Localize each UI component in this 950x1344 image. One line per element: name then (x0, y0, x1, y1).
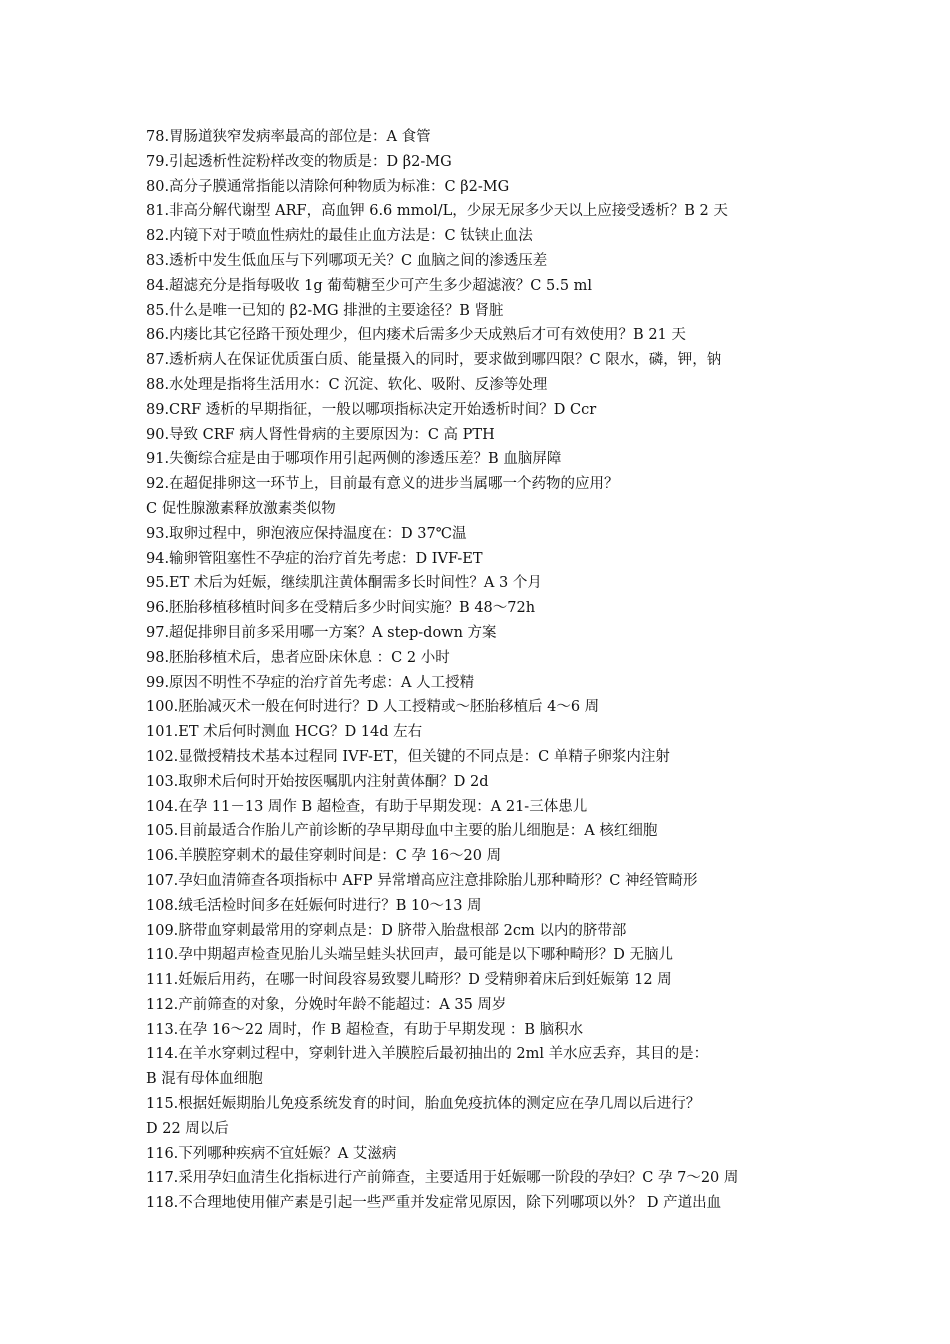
question-line: 117.采用孕妇血清生化指标进行产前筛查，主要适用于妊娠哪一阶段的孕妇？C 孕 7～20 周 (146, 1170, 739, 1187)
question-line: 80.高分子膜通常指能以清除何种物质为标准：C β2-MG (146, 178, 510, 195)
question-line: 106.羊膜腔穿刺术的最佳穿刺时间是：C 孕 16～20 周 (146, 848, 502, 865)
question-line: 110.孕中期超声检查见胎儿头端呈蛙头状回声，最可能是以下哪种畸形？D 无脑儿 (146, 947, 674, 964)
question-line: 105.目前最适合作胎儿产前诊断的孕早期母血中主要的胎儿细胞是：A 核红细胞 (146, 823, 658, 840)
answer-continuation-line: B 混有母体血细胞 (146, 1071, 263, 1088)
question-line: 112.产前筛查的对象，分娩时年龄不能超过：A 35 周岁 (146, 996, 507, 1013)
question-line: 111.妊娠后用药，在哪一时间段容易致婴儿畸形？D 受精卵着床后到妊娠第 12 周 (146, 972, 672, 989)
question-line: 104.在孕 11－13 周作 B 超检查，有助于早期发现：A 21-三体患儿 (146, 798, 588, 815)
question-line: 93.取卵过程中，卵泡液应保持温度在：D 37℃温 (146, 525, 467, 542)
question-line: 102.显微授精技术基本过程同 IVF-ET，但关键的不同点是：C 单精子卵浆内注射 (146, 748, 670, 765)
question-line: 88.水处理是指将生活用水：C 沉淀、软化、吸附、反渗等处理 (146, 376, 548, 393)
question-line: 86.内瘘比其它径路干预处理少，但内瘘术后需多少天成熟后才可有效使用？B 21 天 (146, 327, 686, 344)
question-line: 81.非高分解代谢型 ARF，高血钾 6.6 mmol/L，少尿无尿多少天以上应接受透析？B 2 天 (146, 203, 728, 220)
answer-continuation-line: C 促性腺激素释放激素类似物 (146, 500, 336, 517)
question-line: 79.引起透析性淀粉样改变的物质是：D β2-MG (146, 153, 452, 170)
question-line: 113.在孕 16～22 周时，作 B 超检查，有助于早期发现 ：B 脑积水 (146, 1021, 584, 1038)
question-line: 114.在羊水穿刺过程中，穿刺针进入羊膜腔后最初抽出的 2ml 羊水应丢弃，其目的是： (146, 1046, 709, 1063)
question-line: 78.胃肠道狭窄发病率最高的部位是：A 食管 (146, 129, 431, 145)
question-line: 97.超促排卵目前多采用哪一方案？A step-down 方案 (146, 624, 497, 641)
question-line: 115.根据妊娠期胎儿免疫系统发育的时间，胎血免疫抗体的测定应在孕几周以后进行？ (146, 1096, 701, 1113)
question-line: 99.原因不明性不孕症的治疗首先考虑：A 人工授精 (146, 674, 475, 691)
question-line: 83.透析中发生低血压与下列哪项无关？C 血脑之间的渗透压差 (146, 252, 548, 269)
question-line: 94.输卵管阻塞性不孕症的治疗首先考虑：D IVF-ET (146, 550, 483, 567)
question-line: 103.取卵术后何时开始按医嘱肌内注射黄体酮？D 2d (146, 773, 489, 790)
question-line: 84.超滤充分是指每吸收 1g 葡萄糖至少可产生多少超滤液？C 5.5 ml (146, 277, 593, 294)
question-line: 101.ET 术后何时测血 HCG？D 14d 左右 (146, 724, 423, 741)
question-line: 109.脐带血穿刺最常用的穿刺点是：D 脐带入胎盘根部 2cm 以内的脐带部 (146, 922, 627, 939)
question-list (146, 125, 816, 1216)
question-line: 100.胚胎减灭术一般在何时进行？D 人工授精或～胚胎移植后 4～6 周 (146, 699, 600, 716)
question-line: 96.胚胎移植移植时间多在受精后多少时间实施？B 48～72h (146, 600, 536, 617)
answer-continuation-line: D 22 周以后 (146, 1120, 229, 1137)
question-line: 90.导致 CRF 病人肾性骨病的主要原因为：C 高 PTH (146, 426, 495, 443)
question-line: 118.不合理地使用催产素是引起一些严重并发症常见原因，除下列哪项以外？ D 产道出血 (146, 1195, 722, 1212)
question-line: 108.绒毛活检时间多在妊娠何时进行？B 10～13 周 (146, 897, 482, 914)
question-line: 82.内镜下对于喷血性病灶的最佳止血方法是：C 钛铗止血法 (146, 228, 533, 245)
question-line: 91.失衡综合症是由于哪项作用引起两侧的渗透压差？B 血脑屏障 (146, 451, 562, 468)
question-line: 107.孕妇血清筛查各项指标中 AFP 异常增高应注意排除胎儿那种畸形？C 神经管畸形 (146, 872, 698, 889)
question-line: 92.在超促排卵这一环节上，目前最有意义的进步当属哪一个药物的应用？ (146, 476, 619, 493)
question-line: 116.下列哪种疾病不宜妊娠？A 艾滋病 (146, 1145, 397, 1162)
question-line: 87.透析病人在保证优质蛋白质、能量摄入的同时，要求做到哪四限？C 限水，磷，钾，钠 (146, 352, 722, 369)
question-line: 85.什么是唯一已知的 β2-MG 排泄的主要途径？B 肾脏 (146, 302, 504, 319)
question-line: 89.CRF 透析的早期指征，一般以哪项指标决定开始透析时间？D Ccr (146, 401, 597, 418)
question-line: 98.胚胎移植术后，患者应卧床休息 ：C 2 小时 (146, 649, 450, 666)
question-line: 95.ET 术后为妊娠，继续肌注黄体酮需多长时间性？A 3 个月 (146, 575, 542, 592)
